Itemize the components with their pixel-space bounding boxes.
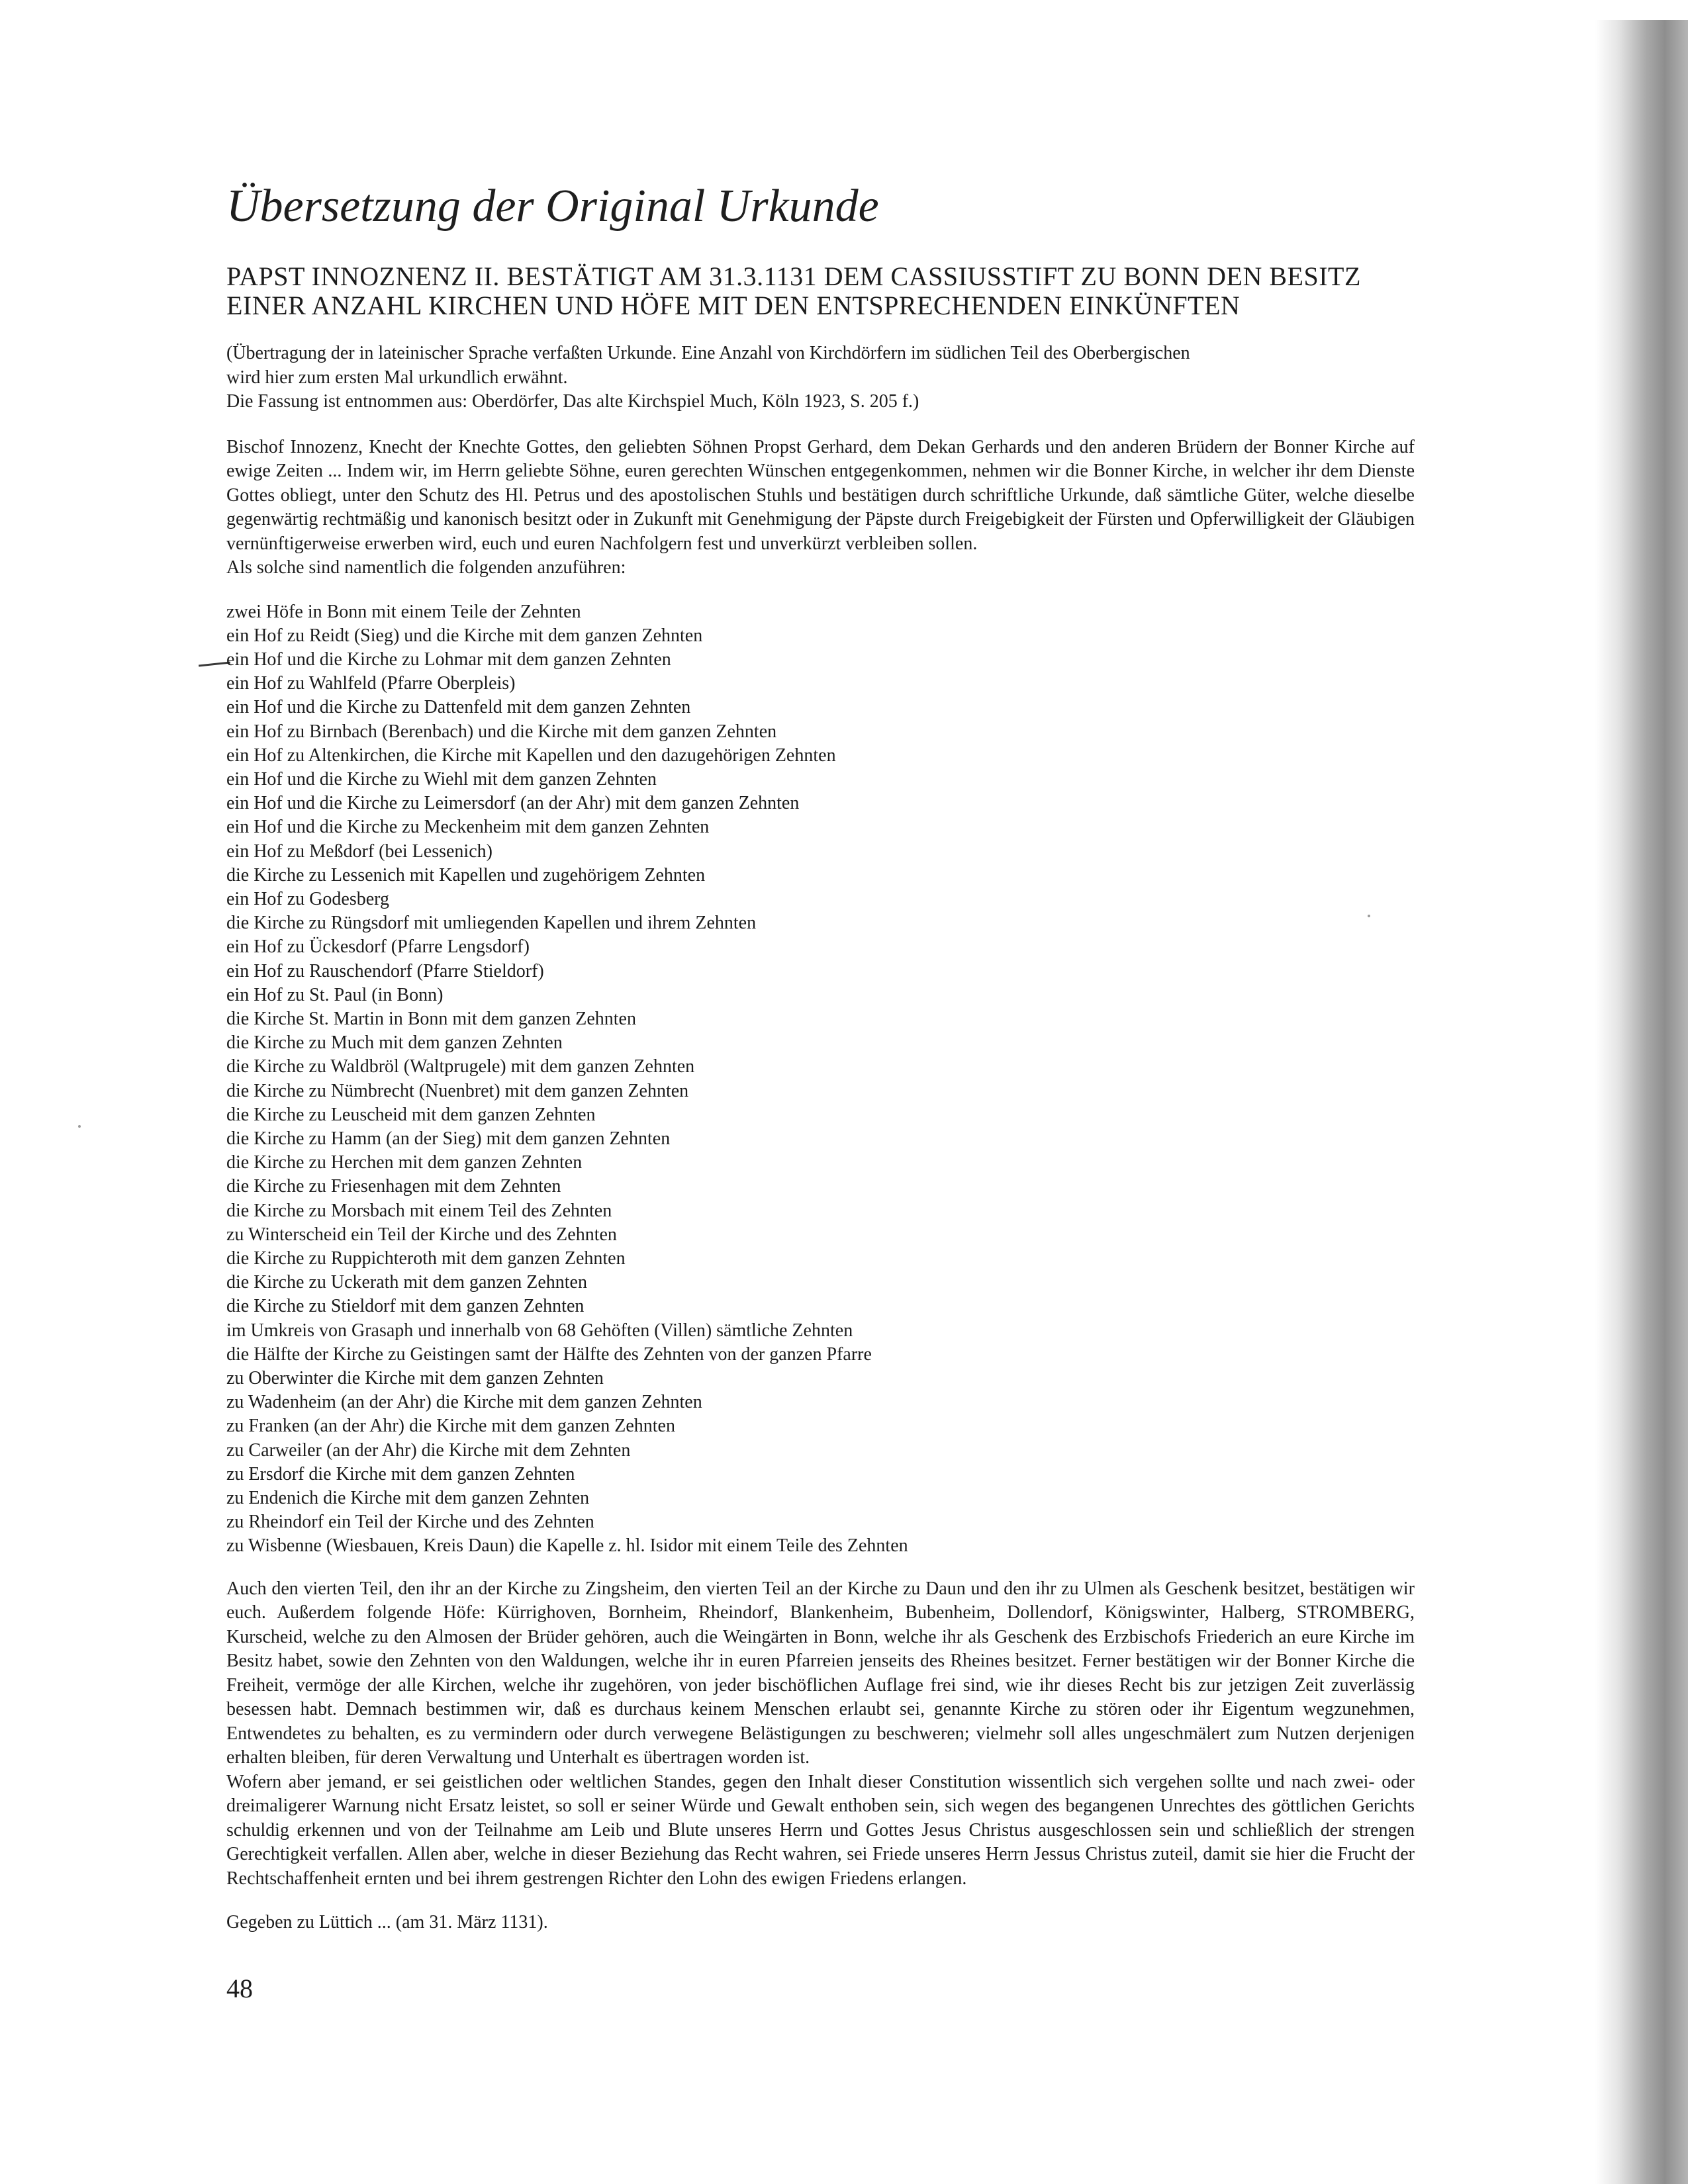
- list-item: ein Hof zu Godesberg: [226, 888, 389, 909]
- holdings-list: [226, 600, 1415, 1559]
- intro-line: wird hier zum ersten Mal urkundlich erwähnt.: [226, 367, 568, 388]
- list-item: die Kirche zu Ruppichteroth mit dem ganzen Zehnten: [226, 1248, 626, 1269]
- list-item: die Kirche zu Hamm (an der Sieg) mit dem ganzen Zehnten: [226, 1128, 671, 1149]
- list-item: die Kirche zu Waldbröl (Waltprugele) mit dem ganzen Zehnten: [226, 1056, 695, 1077]
- list-item: zu Oberwinter die Kirche mit dem ganzen Zehnten: [226, 1368, 604, 1388]
- list-item: die Kirche zu Lessenich mit Kapellen und zugehörigem Zehnten: [226, 864, 706, 886]
- subtitle-line: EINER ANZAHL KIRCHEN UND HÖFE MIT DEN ENTSPRECHENDEN EINKÜNFTEN: [226, 291, 1241, 320]
- document-heading: Übersetzung der Original Urkunde: [226, 181, 879, 232]
- list-item: ein Hof zu St. Paul (in Bonn): [226, 984, 444, 1005]
- list-intro: Als solche sind namentlich die folgenden anzuführen:: [226, 557, 626, 578]
- list-item: ein Hof und die Kirche zu Dattenfeld mit dem ganzen Zehnten: [226, 697, 691, 718]
- list-item: ein Hof zu Altenkirchen, die Kirche mit Kapellen und den dazugehörigen Zehnten: [226, 745, 836, 766]
- dust-speck: [78, 1125, 81, 1128]
- list-item: zu Rheindorf ein Teil der Kirche und des Zehnten: [226, 1512, 594, 1533]
- list-item: die Kirche zu Morsbach mit einem Teil des Zehnten: [226, 1200, 612, 1221]
- list-item: ein Hof zu Rauschendorf (Pfarre Stieldorf): [226, 960, 544, 981]
- closing-paragraph: Auch den vierten Teil, den ihr an der Kirche zu Zingsheim, den vierten Teil an der Kirche zu Daun und den ihr zu Ulmen als Geschenk besitzet, bestätigen wir euch. Außerdem folgende Höfe: Kürrighoven, Bornheim, Rheindorf, Blankenheim, Bubenheim, Dollendorf, Königswinter, Halberg, STROMBERG, Kurscheid, welche zu den Almosen der Brüder gehören, auch die Weingärten in Bonn, welche ihr als Geschenk des Erzbischofs Friederich an eure Kirche im Besitz habet, sowie den Zehnten von den Waldungen, welche ihr in euren Pfarreien jenseits des Rheines besitzet. Ferner bestätigen wir der Bonner Kirche die Freiheit, vermöge der alle Kirchen, welche ihr zugehören, von jeder bischöflichen Auflage frei sind, wie ihr dieses Recht bis zur jetzigen Zeit zuverlässig besessen habt. Demnach bestimmen wir, daß es durchaus keinem Menschen erlaubt sei, genannte Kirche zu stören oder ihr Eigentum wegzunehmen, Entwendetes zu behalten, es zu vermindern oder durch verwegene Belästigungen zu beschweren; vielmehr soll alles ungeschmälert zum Nutzen derjenigen erhalten bleiben, für deren Verwaltung und Unterhalt es übertragen worden ist.: [226, 1578, 1415, 1768]
- sanction-paragraph: Wofern aber jemand, er sei geistlichen oder weltlichen Standes, gegen den Inhalt dieser Constitution wissentlich sich vergehen sollte und nach zwei- oder dreimaligerer Warnung nicht Ersatz leistet, so soll er seiner Würde und Gewalt enthoben sein, sich wegen des begangenen Unrechtes des göttlichen Gerichts schuldig erkennen und von der Teilnahme am Leib und Blute unseres Herrn und Gottes Jesus Christus ausgeschlossen sein und schließlich der strengen Gerechtigkeit verfallen. Allen aber, welche in dieser Beziehung das Recht wahren, sei Friede unseres Herrn Jessus Christus zuteil, damit sie hier die Frucht der Rechtschaffenheit ernten und bei ihrem gestrengen Richter den Lohn des ewigen Friedens erlangen.: [226, 1771, 1415, 1889]
- list-item: die Kirche zu Friesenhagen mit dem Zehnten: [226, 1176, 561, 1197]
- page-number: 48: [226, 1974, 253, 2004]
- list-item: ein Hof zu Reidt (Sieg) und die Kirche mit dem ganzen Zehnten: [226, 625, 703, 646]
- lead-paragraph: Bischof Innozenz, Knecht der Knechte Gottes, den geliebten Söhnen Propst Gerhard, dem Dekan Gerhards und den anderen Brüdern der Bonner Kirche auf ewige Zeiten ... Indem wir, im Herrn geliebte Söhne, euren gerechten Wünschen entgegenkommen, nehmen wir die Bonner Kirche, in welcher ihr dem Dienste Gottes obliegt, unter den Schutz des Hl. Petrus und des apostolischen Stuhls und bestätigen durch schriftliche Urkunde, daß sämtliche Güter, welche dieselbe gegenwärtig rechtmäßig und kanonisch besitzt oder in Zukunft mit Genehmigung der Päpste durch Freigebigkeit der Fürsten und Opferwilligkeit der Gläubigen vernünftigerweise erwerben wird, euch und euren Nachfolgern fest und unverkürzt verbleiben sollen.: [226, 436, 1415, 554]
- list-item: ein Hof zu Meßdorf (bei Lessenich): [226, 841, 492, 862]
- list-item: die Kirche zu Leuscheid mit dem ganzen Zehnten: [226, 1104, 596, 1125]
- list-item: die Kirche zu Stieldorf mit dem ganzen Zehnten: [226, 1296, 585, 1317]
- scan-edge-shadow: [1595, 20, 1688, 2184]
- list-item: die Kirche zu Much mit dem ganzen Zehnten: [226, 1032, 563, 1054]
- list-item: die Kirche zu Nümbrecht (Nuenbret) mit dem ganzen Zehnten: [226, 1080, 689, 1101]
- document-page: [226, 179, 1415, 2005]
- list-item: ein Hof zu Ückesdorf (Pfarre Lengsdorf): [226, 936, 530, 958]
- intro-line: (Übertragung der in lateinischer Sprache verfaßten Urkunde. Eine Anzahl von Kirchdörfern im südlichen Teil des Oberbergischen: [226, 343, 1190, 363]
- list-item: ein Hof und die Kirche zu Leimersdorf (an der Ahr) mit dem ganzen Zehnten: [226, 793, 800, 814]
- list-item: die Kirche zu Uckerath mit dem ganzen Zehnten: [226, 1272, 587, 1293]
- document-subtitle: [226, 262, 1415, 320]
- list-item: zwei Höfe in Bonn mit einem Teile der Zehnten: [226, 601, 581, 622]
- intro-note: [226, 341, 1415, 414]
- list-item: zu Ersdorf die Kirche mit dem ganzen Zehnten: [226, 1463, 575, 1484]
- pen-mark: [199, 661, 230, 666]
- list-item: zu Carweiler (an der Ahr) die Kirche mit dem Zehnten: [226, 1439, 631, 1461]
- list-item: ein Hof und die Kirche zu Wiehl mit dem ganzen Zehnten: [226, 768, 657, 790]
- dated-line: Gegeben zu Lüttich ... (am 31. März 1131).: [226, 1912, 548, 1933]
- list-item: zu Endenich die Kirche mit dem ganzen Zehnten: [226, 1488, 590, 1509]
- list-item: die Kirche zu Rüngsdorf mit umliegenden Kapellen und ihrem Zehnten: [226, 913, 757, 934]
- list-item: zu Wisbenne (Wiesbauen, Kreis Daun) die Kapelle z. hl. Isidor mit einem Teile des Zehnten: [226, 1535, 908, 1557]
- list-item: ein Hof und die Kirche zu Lohmar mit dem ganzen Zehnten: [226, 649, 671, 670]
- list-item: die Kirche St. Martin in Bonn mit dem ganzen Zehnten: [226, 1008, 636, 1029]
- list-item: ein Hof und die Kirche zu Meckenheim mit dem ganzen Zehnten: [226, 817, 710, 838]
- list-item: die Kirche zu Herchen mit dem ganzen Zehnten: [226, 1152, 583, 1173]
- list-item: ein Hof zu Birnbach (Berenbach) und die Kirche mit dem ganzen Zehnten: [226, 721, 777, 742]
- list-item: zu Franken (an der Ahr) die Kirche mit dem ganzen Zehnten: [226, 1416, 675, 1437]
- list-item: im Umkreis von Grasaph und innerhalb von 68 Gehöften (Villen) sämtliche Zehnten: [226, 1320, 853, 1341]
- intro-line: Die Fassung ist entnommen aus: Oberdörfer, Das alte Kirchspiel Much, Köln 1923, S. 205 f.): [226, 391, 919, 412]
- list-item: ein Hof zu Wahlfeld (Pfarre Oberpleis): [226, 673, 516, 694]
- list-item: zu Wadenheim (an der Ahr) die Kirche mit dem ganzen Zehnten: [226, 1392, 702, 1413]
- list-item: die Hälfte der Kirche zu Geistingen samt der Hälfte des Zehnten von der ganzen Pfarre: [226, 1343, 872, 1365]
- subtitle-line: PAPST INNOZNENZ II. BESTÄTIGT AM 31.3.1131 DEM CASSIUSSTIFT ZU BONN DEN BESITZ: [226, 261, 1361, 291]
- list-item: zu Winterscheid ein Teil der Kirche und des Zehnten: [226, 1224, 617, 1245]
